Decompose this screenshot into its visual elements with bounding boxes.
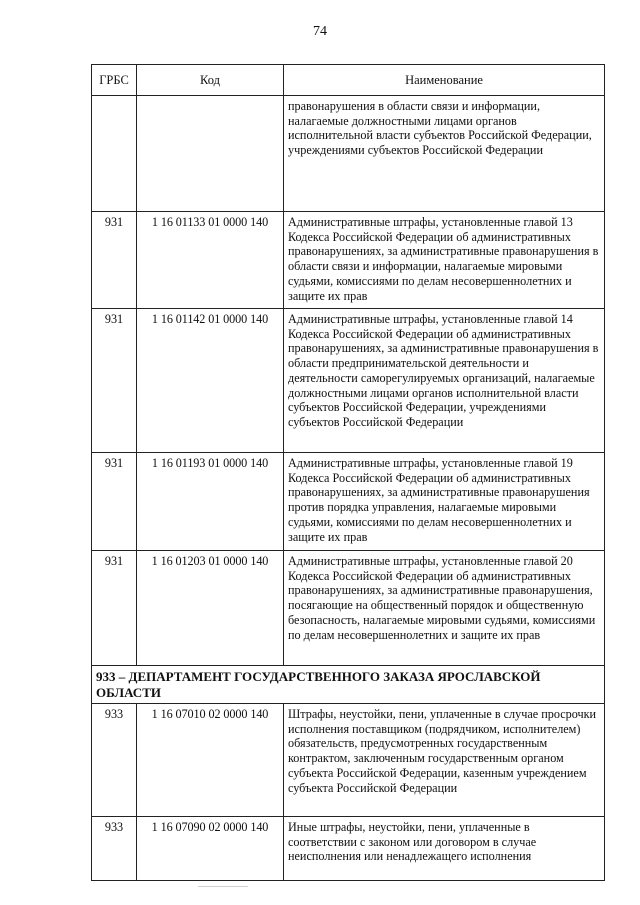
header-grbs: ГРБС [92, 65, 137, 96]
name-cell: правонарушения в области связи и информации, налагаемые должностными лицами органов исполнительной власти субъектов Российской Федерации, учреждениями субъектов Российской Федерации [284, 96, 605, 212]
table-row [92, 212, 605, 309]
grbs-cell: 931 [92, 453, 137, 551]
grbs-cell: 931 [92, 551, 137, 666]
code-cell [137, 96, 284, 212]
name-cell: Административные штрафы, установленные главой 20 Кодекса Российской Федерации об административных правонарушениях, за административные правонарушения, посягающие на общественный порядок и общественную безопасность, налагаемые мировыми судьями, комиссиями по делам несовершеннолетних и защите их прав [284, 551, 605, 666]
table-row [92, 817, 605, 881]
table-header-row [92, 65, 605, 96]
section-row [92, 666, 605, 704]
table-row [92, 704, 605, 817]
table-row [92, 551, 605, 666]
header-name: Наименование [284, 65, 605, 96]
name-cell: Штрафы, неустойки, пени, уплаченные в случае просрочки исполнения поставщиком (подрядчиком, исполнителем) обязательств, предусмотренных государственным контрактом, заключенным государственным органом субъекта Российской Федерации, казенным учреждением субъекта Российской Федерации [284, 704, 605, 817]
name-cell: Иные штрафы, неустойки, пени, уплаченные в соответствии с законом или договором в случае неисполнения или ненадлежащего исполнения [284, 817, 605, 881]
code-cell: 1 16 07010 02 0000 140 [137, 704, 284, 817]
table-row [92, 309, 605, 453]
code-cell: 1 16 01133 01 0000 140 [137, 212, 284, 309]
section-title: 933 – ДЕПАРТАМЕНТ ГОСУДАРСТВЕННОГО ЗАКАЗА ЯРОСЛАВСКОЙ ОБЛАСТИ [92, 666, 605, 704]
table-row [92, 453, 605, 551]
code-cell: 1 16 01193 01 0000 140 [137, 453, 284, 551]
footer-line [198, 886, 248, 887]
page-number: 74 [313, 24, 327, 39]
grbs-cell: 931 [92, 309, 137, 453]
name-cell: Административные штрафы, установленные главой 13 Кодекса Российской Федерации об административных правонарушениях, за административные правонарушения в области связи и информации, налагаемые мировыми судьями, комиссиями по делам несовершеннолетних и защите их прав [284, 212, 605, 309]
budget-codes-table [91, 64, 605, 881]
grbs-cell: 933 [92, 704, 137, 817]
grbs-cell: 933 [92, 817, 137, 881]
code-cell: 1 16 01203 01 0000 140 [137, 551, 284, 666]
code-cell: 1 16 07090 02 0000 140 [137, 817, 284, 881]
code-cell: 1 16 01142 01 0000 140 [137, 309, 284, 453]
name-cell: Административные штрафы, установленные главой 19 Кодекса Российской Федерации об административных правонарушениях, за административные правонарушения против порядка управления, налагаемые мировыми судьями, комиссиями по делам несовершеннолетних и защите их прав [284, 453, 605, 551]
grbs-cell [92, 96, 137, 212]
header-code: Код [137, 65, 284, 96]
grbs-cell: 931 [92, 212, 137, 309]
table-row [92, 96, 605, 212]
name-cell: Административные штрафы, установленные главой 14 Кодекса Российской Федерации об административных правонарушениях, за административные правонарушения в области предпринимательской деятельности и деятельности саморегулируемых организаций, налагаемые должностными лицами органов исполнительной власти субъектов Российской Федерации, учреждениями субъектов Российской Федерации [284, 309, 605, 453]
